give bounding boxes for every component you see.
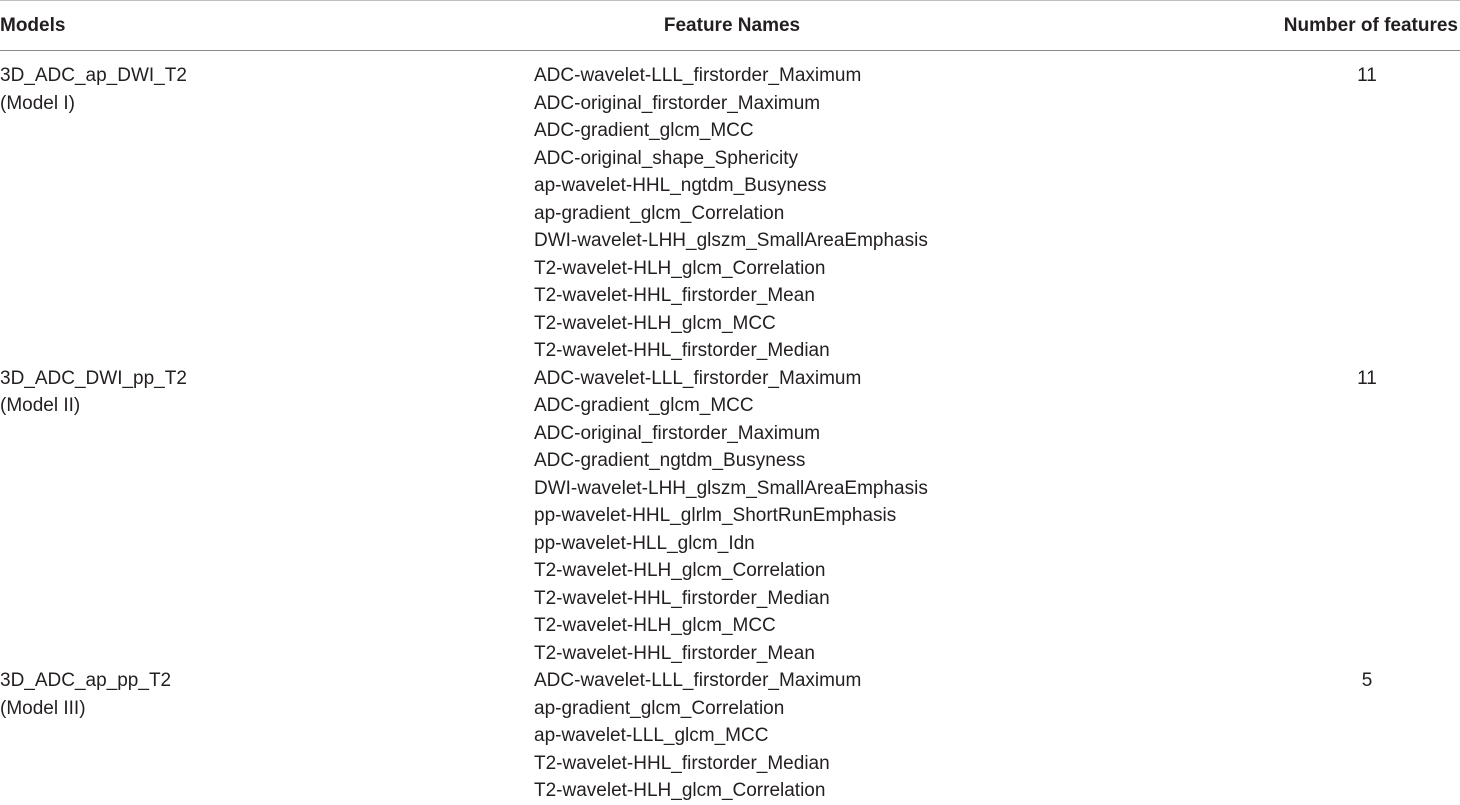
model-label: (Model III) [0,697,86,719]
feature-name: ADC-original_shape_Sphericity [534,147,799,169]
feature-name: ap-wavelet-LLL_glcm_MCC [534,725,769,746]
feature-names-cell [534,365,1460,668]
model-name: 3D_ADC_DWI_pp_T2 [0,367,187,389]
header-rule [0,50,1460,51]
feature-name: T2-wavelet-HHL_firstorder_Median [534,340,830,361]
feature-count: 5 [1361,670,1373,691]
model-name: 3D_ADC_ap_DWI_T2 [0,65,187,86]
feature-name: ap-gradient_glcm_Correlation [534,202,785,224]
feature-name: DWI-wavelet-LHH_glszm_SmallAreaEmphasis [534,230,928,251]
feature-name: T2-wavelet-HHL_firstorder_Mean [534,285,815,306]
model-label: (Model II) [0,395,81,416]
feature-name: T2-wavelet-HLH_glcm_MCC [534,312,776,334]
feature-name: ADC-wavelet-LLL_firstorder_Maximum [534,65,862,86]
table-header-row [0,0,1460,50]
feature-name: pp-wavelet-HHL_glrlm_ShortRunEmphasis [534,505,897,526]
feature-name: T2-wavelet-HHL_firstorder_Median [534,752,830,774]
feature-name: DWI-wavelet-LHH_glszm_SmallAreaEmphasis [534,477,928,499]
model-label: (Model I) [0,92,75,114]
feature-name: pp-wavelet-HLL_glcm_Idn [534,532,755,554]
feature-name: T2-wavelet-HHL_firstorder_Mean [534,642,815,664]
table-body [0,62,1460,805]
table-row [0,667,1460,805]
feature-name: T2-wavelet-HLH_glcm_Correlation [534,560,826,581]
table-row [0,62,1460,365]
table-row [0,365,1460,668]
feature-count: 11 [1357,65,1377,86]
feature-name: T2-wavelet-HHL_firstorder_Median [534,587,830,609]
feature-name: T2-wavelet-HLH_glcm_MCC [534,615,776,636]
feature-name: ADC-original_firstorder_Maximum [534,422,821,444]
model-cell [0,667,171,722]
feature-name: ADC-original_firstorder_Maximum [534,92,821,114]
feature-name: ADC-wavelet-LLL_firstorder_Maximum [534,367,862,389]
feature-name: ADC-gradient_glcm_MCC [534,395,754,416]
model-cell [0,365,187,420]
header-models: Models [0,15,66,36]
model-cell [0,62,187,117]
feature-name: ADC-wavelet-LLL_firstorder_Maximum [534,670,862,691]
feature-name: ADC-gradient_ngtdm_Busyness [534,450,806,471]
feature-name: ADC-gradient_glcm_MCC [534,120,754,141]
model-name: 3D_ADC_ap_pp_T2 [0,670,172,691]
feature-names-cell [534,62,1460,365]
header-number-of-features: Number of features [1283,15,1458,36]
feature-count: 11 [1357,367,1377,389]
feature-name: T2-wavelet-HLH_glcm_Correlation [534,780,826,801]
feature-name: ap-gradient_glcm_Correlation [534,697,785,719]
header-feature-names: Feature Names [663,15,801,36]
feature-name: ap-wavelet-HHL_ngtdm_Busyness [534,175,827,196]
feature-name: T2-wavelet-HLH_glcm_Correlation [534,257,826,279]
